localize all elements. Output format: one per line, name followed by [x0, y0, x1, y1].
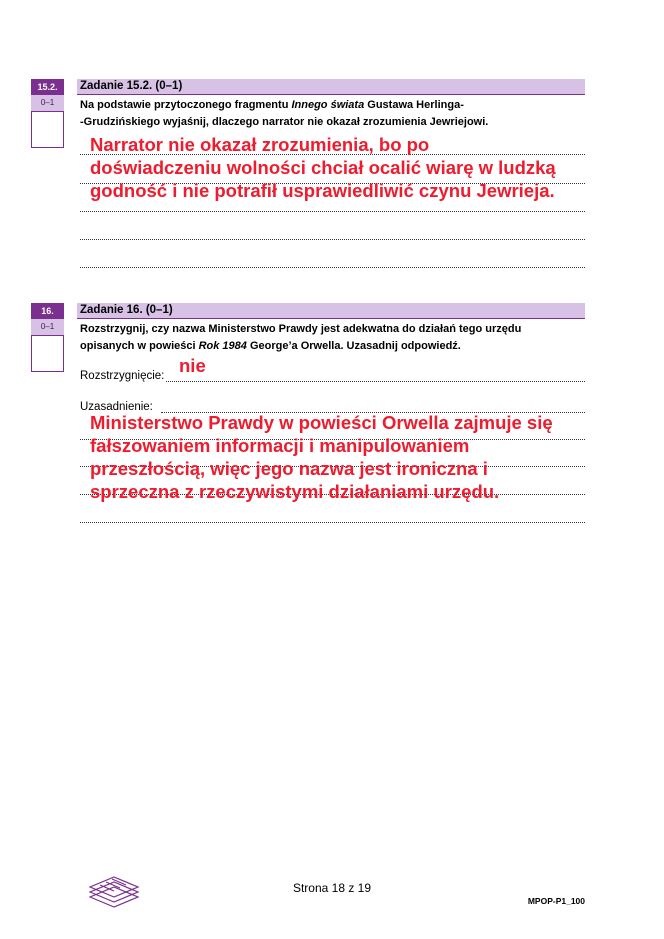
task-title: Zadanie 16. (0–1) [80, 304, 173, 316]
task-header [77, 79, 585, 95]
task-header [77, 303, 585, 319]
task-16 [31, 303, 585, 533]
task-number-badge: 15.2. [31, 79, 64, 95]
handwritten-answer-line: sprzeczna z rzeczywistymi działaniami urzędu. [90, 481, 500, 502]
document-code: MPOP-P1_100 [527, 896, 585, 906]
points-badge: 0–1 [31, 95, 64, 111]
answer-line [80, 239, 585, 240]
points-badge: 0–1 [31, 319, 64, 335]
task-title: Zadanie 15.2. (0–1) [80, 80, 183, 92]
handwritten-answer-line: przeszłością, więc jego nazwa jest ironiczna i [90, 458, 488, 479]
answer-line [80, 267, 585, 268]
task-prompt: Rozstrzygnij, czy nazwa Ministerstwo Prawdy jest adekwatna do działań tego urzędu opisanych w powieści Rok 1984 George’a Orwella. Uzasadnij odpowiedź. [80, 323, 522, 352]
task-number-badge: 16. [31, 303, 64, 319]
handwritten-answer-line: Ministerstwo Prawdy w powieści Orwella zajmuje się [90, 412, 553, 433]
score-box[interactable] [31, 111, 64, 148]
handwritten-answer-line: Narrator nie okazał zrozumienia, bo po [90, 134, 430, 155]
handwritten-answer-line: fałszowaniem informacji i manipulowaniem [90, 435, 470, 456]
page-number: Strona 18 z 19 [292, 881, 372, 895]
task-prompt: Na podstawie przytoczonego fragmentu Innego świata Gustawa Herlinga- -Grudzińskiego wyjaśnij, dlaczego narrator nie okazał zrozumienia Jewriejowi. [80, 99, 489, 128]
justification-label: Uzasadnienie: [80, 401, 153, 413]
score-box[interactable] [31, 335, 64, 372]
answer-line [80, 211, 585, 212]
handwritten-answer-line: doświadczeniu wolności chciał ocalić wiarę w ludzką [90, 157, 556, 178]
answer-line [80, 522, 585, 523]
handwritten-answer-line: godność i nie potrafił usprawiedliwić czynu Jewrieja. [90, 180, 555, 201]
task-15-2 [31, 79, 585, 279]
decision-label: Rozstrzygnięcie: [80, 370, 165, 382]
decision-answer: nie [179, 355, 206, 376]
